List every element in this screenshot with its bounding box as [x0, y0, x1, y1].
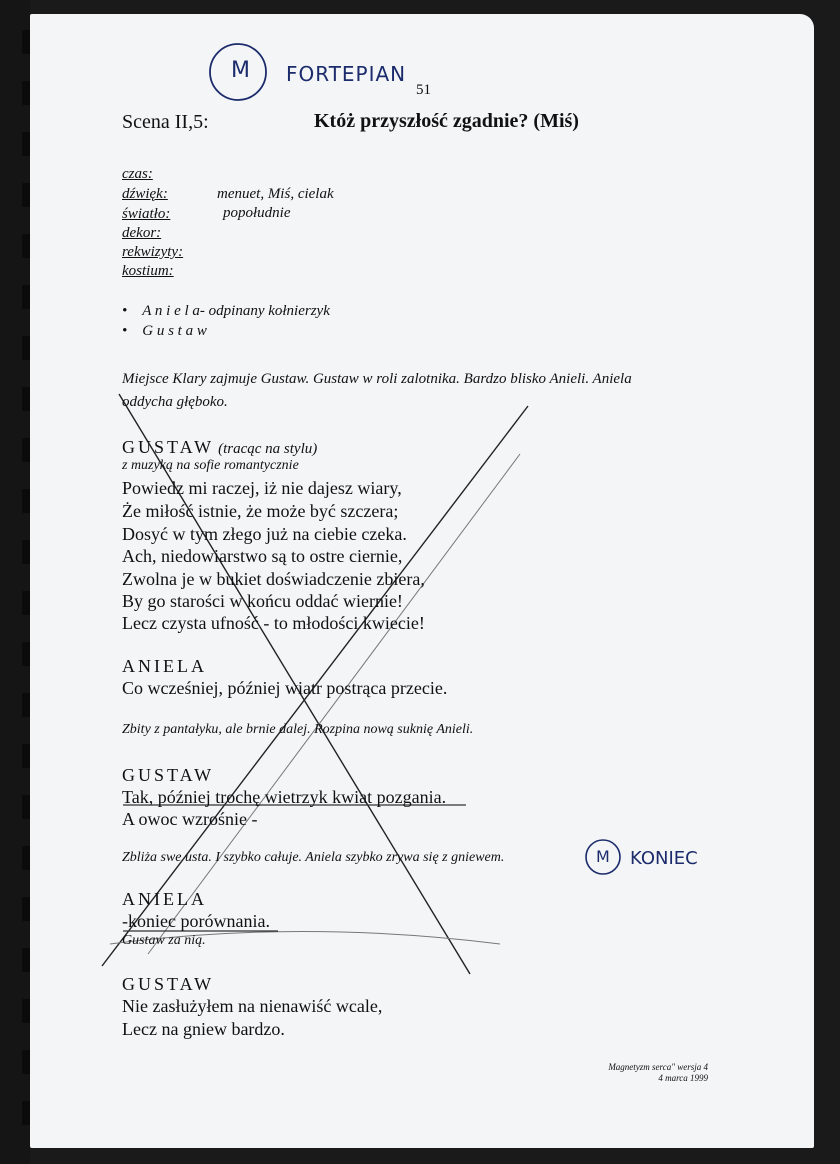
handwritten-fortepian: FORTEPIAN	[286, 62, 407, 86]
meta-label-dekor: dekor:	[122, 225, 162, 241]
meta-label-swiatlo: światło:	[122, 206, 171, 222]
speaker-name: GUSTAW	[122, 437, 215, 457]
costume-item: • G u s t a w	[122, 323, 207, 339]
circle-mark-bottom-letter: M	[596, 847, 610, 866]
ring-binding-shadow	[0, 0, 30, 1164]
verse-line: A owoc wzrośnie -	[122, 809, 258, 829]
footer-version: Magnetyzm serca" wersja 4	[608, 1062, 708, 1072]
verse-line: Lecz na gniew bardzo.	[122, 1019, 285, 1039]
meta-label-rekwizyty: rekwizyty:	[122, 244, 184, 260]
verse-line: Nie zasłużyłem na nienawiść wcale,	[122, 996, 383, 1016]
handwritten-koniec: KONIEC	[630, 848, 698, 869]
verse-line: Powiedz mi raczej, iż nie dajesz wiary,	[122, 478, 402, 498]
meta-label-dzwiek: dźwięk:	[122, 186, 168, 202]
block4-direction: Gustaw za nią.	[122, 933, 206, 948]
verse-line: -koniec porównania.	[122, 911, 270, 931]
stage-direction-1-line: Miejsce Klary zajmuje Gustaw. Gustaw w roli zalotnika. Bardzo blisko Anieli. Aniela	[122, 371, 632, 387]
footer-date: 4 marca 1999	[658, 1073, 708, 1083]
speaker-name: GUSTAW	[122, 974, 215, 994]
verse-line: Ach, niedowiarstwo są to ostre ciernie,	[122, 546, 403, 566]
scene-label: Scena II,5:	[122, 111, 209, 133]
script-page	[30, 14, 814, 1148]
verse-line: Zwolna je w bukiet doświadczenie zbiera,	[122, 569, 425, 589]
stage-direction-3: Zbliża swe usta. I szybko całuje. Aniela szybko zrywa się z gniewem.	[122, 850, 505, 865]
stage-direction-2: Zbity z pantałyku, ale brnie dalej. Rozpina nową suknię Anieli.	[122, 722, 474, 737]
speaker-line	[122, 437, 317, 458]
verse-line: Lecz czysta ufność - to młodości kwiecie!	[122, 613, 425, 633]
stage-direction-1-line: oddycha głęboko.	[122, 394, 228, 410]
scene-title: Któż przyszłość zgadnie? (Miś)	[314, 110, 579, 132]
meta-value-swiatlo: popołudnie	[223, 205, 291, 221]
verse-line: Że miłość istnie, że może być szczera;	[122, 501, 399, 521]
verse-line: Tak, później trochę wietrzyk kwiat pozgania.	[122, 787, 447, 807]
verse-line: By go starości w końcu oddać wiernie!	[122, 591, 403, 611]
meta-label-kostium: kostium:	[122, 263, 174, 279]
speaker-note: (tracąc na stylu)	[218, 441, 318, 457]
verse-line: Co wcześniej, później wiatr postrąca przecie.	[122, 678, 448, 698]
speaker-name: ANIELA	[122, 656, 207, 676]
page-number: 51	[416, 82, 431, 98]
speaker-name: ANIELA	[122, 889, 207, 909]
speaker-name: GUSTAW	[122, 765, 215, 785]
circle-mark-top-letter: M	[231, 58, 250, 83]
meta-value-dzwiek: menuet, Miś, cielak	[217, 186, 334, 202]
meta-label-czas: czas:	[122, 166, 153, 182]
verse-line: Dosyć w tym złego już na ciebie czeka.	[122, 524, 407, 544]
costume-item: • A n i e l a- odpinany kołnierzyk	[122, 303, 330, 319]
block1-direction: z muzyką na sofie romantycznie	[122, 458, 299, 473]
